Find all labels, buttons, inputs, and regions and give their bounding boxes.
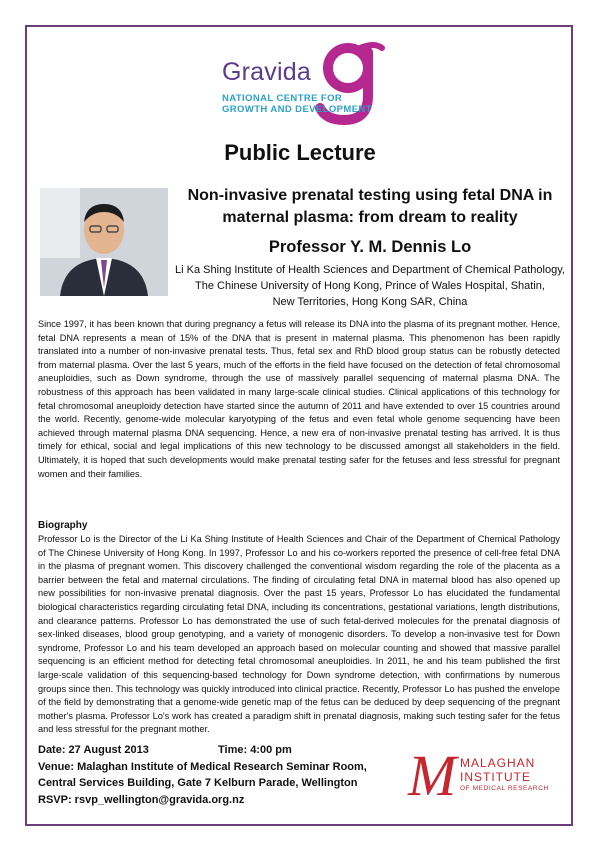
event-date: Date: 27 August 2013 [38,744,149,756]
event-details [38,742,367,808]
gravida-tagline-2: GROWTH AND DEVELOPMENT [222,104,372,115]
gravida-tagline-1: NATIONAL CENTRE FOR [222,93,343,104]
gravida-logo [222,40,397,130]
speaker-name: Professor Y. M. Dennis Lo [268,238,472,256]
abstract-paragraph: Since 1997, it has been known that during pregnancy a fetus will release its DNA into the plasma of its pregnant mother. Hence, fetal DNA represents a mean of 15% of the DNA that is present in maternal plasma. This phenomenon has been rapidly translated into a number of non-invasive prenatal tests. Thus, fetal sex and RhD blood group status can be robustly detected from maternal plasma. Over the last 5 years, much of the efforts in the field have focused on the detection of fetal chromosomal aneuploidies, such as Down syndrome, through the use of massively parallel sequencing of maternal plasma DNA. The robustness of this approach has been validated in many large-scale clinical studies. Clinical applications of this technology for fetal chromosomal aneuploidy detection have started since the autumn of 2011 and have extended to over 15 countries around the world. Recently, genome-wide molecular karyotyping of the fetus and even fetal whole genome sequencing have been achieved through maternal plasma DNA sequencing. Hence, a new era of non-invasive prenatal testing has arrived. It is thus timely for ethical, social and legal implications of this new technology to be discussed amongst all stakeholders in the field. Ultimately, it is hoped that such developments would make prenatal testing safer for the fetuses and less stressful for pregnant women and their families. [38,319,560,479]
talk-title [180,185,560,229]
event-venue-line-1: Venue: Malaghan Institute of Medical Research Seminar Room, [38,760,367,773]
malaghan-m-icon: M [408,743,457,808]
speaker-affiliation [170,262,570,310]
gravida-wordmark: Gravida [222,58,311,86]
event-rsvp[interactable]: RSVP: rsvp_wellington@gravida.org.nz [38,793,245,806]
malaghan-line-3: OF MEDICAL RESEARCH [460,785,549,792]
talk-title-line-2: maternal plasma: from dream to reality [222,209,518,226]
malaghan-logo [408,743,568,812]
biography-heading: Biography [38,520,88,531]
affiliation-line-2: The Chinese University of Hong Kong, Prince of Wales Hospital, Shatin, [195,280,545,292]
malaghan-line-2: INSTITUTE [460,770,531,784]
speaker-photo [40,188,168,296]
affiliation-line-1: Li Ka Shing Institute of Health Sciences and Department of Chemical Pathology, [175,264,565,276]
affiliation-line-3: New Territories, Hong Kong SAR, China [272,296,468,308]
malaghan-line-1: MALAGHAN [460,756,536,770]
event-venue-line-2: Central Services Building, Gate 7 Kelburn Parade, Wellington [38,777,358,789]
talk-title-line-1: Non-invasive prenatal testing using fetal DNA in [187,187,553,204]
page-title: Public Lecture [224,140,376,165]
biography-paragraph: Professor Lo is the Director of the Li Ka Shing Institute of Health Sciences and Chair of the Department of Chemical Pathology of The Chinese University of Hong Kong. In 1997, Professor Lo and his co-workers reported the presence of cell-free fetal DNA in the plasma of pregnant women. This discovery challenged the conventional wisdom regarding the role of the placenta as a barrier between the fetal and maternal circulations. The finding of circulating fetal DNA in maternal blood has also opened up new possibilities for non-invasive prenatal diagnosis. Over the past 15 years, Professor Lo has elucidated the fundamental biological characteristics regarding circulating fetal DNA, including its concentrations, gestational variations, length distributions, and clearance patterns. Professor Lo has demonstrated the use of such fetal-derived molecules for the prenatal diagnosis of sex-linked diseases, blood group genotyping, and a variety of monogenic disorders. To develop a non-invasive test for Down syndrome, Professor Lo and his team developed an approach based on molecular counting and showed that massive parallel sequencing is an efficient method for detecting fetal chromosomal aneuploidies. In 2011, he and his team published the first large-scale validation of this sequencing-based technology for Down syndrome detection, with confirmations by numerous groups since then. This technology was quickly introduced into clinical practice. Recently, Professor Lo has pushed the envelope of the field by demonstrating that a genome-wide genetic map of the fetus can be deduced by deep sequencing of the pregnant mother's plasma. Professor Lo's work has created a paradigm shift in prenatal diagnosis, making such testing safer for the fetus and less stressful for the pregnant mother. [38,534,560,735]
event-time: Time: 4:00 pm [218,744,292,756]
speaker-portrait-icon [40,188,168,296]
